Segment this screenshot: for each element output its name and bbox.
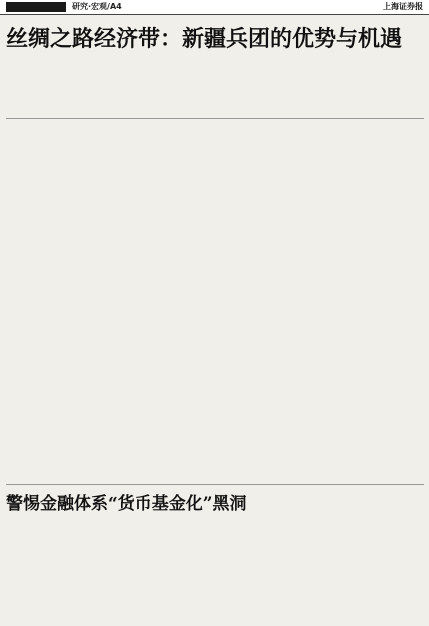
article-column [6,524,144,622]
divider [6,118,424,119]
paper-name: 上海证券报 [383,1,423,11]
article-column [150,510,303,622]
divider [6,484,424,485]
article-column [6,250,144,350]
brand-logo [6,2,66,12]
article-column [6,130,144,240]
second-article-title: 警惕金融体系“货币基金化”黑洞 [6,494,247,514]
article-column [150,130,303,480]
article-lead [150,50,305,116]
article-column [310,490,424,602]
article-column [6,360,144,480]
article-column [310,16,424,116]
article-column [310,250,424,480]
article-title: 丝绸之路经济带：新疆兵团的优势与机遇 [6,26,403,52]
section-label: 研究·宏观/A4 [72,2,122,11]
article-column [310,130,424,240]
article-column [6,52,144,114]
page-header [0,0,429,15]
